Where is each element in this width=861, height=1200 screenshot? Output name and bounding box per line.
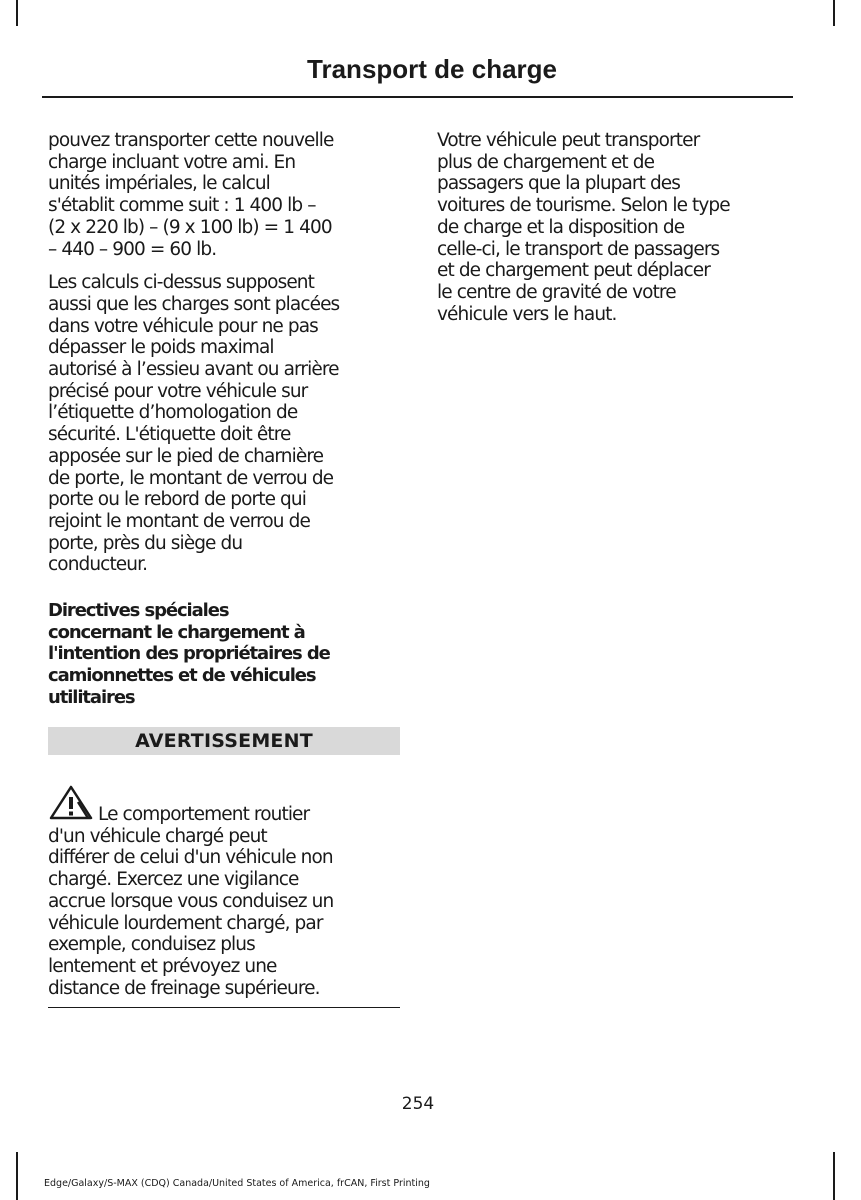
warning-label: AVERTISSEMENT <box>135 729 313 752</box>
section-heading: Directives spéciales concernant le chargement à l'intention des propriétaires de camionnettes et de véhicules utilitaires <box>48 600 330 708</box>
warning-text: Le comportement routier d'un véhicule chargé peut différer de celui d'un véhicule non chargé. Exercez une vigilance accrue lorsque vous conduisez un véhicule lourdement chargé, par exemple, conduisez plus lentement et prévoyez une distance de freinage supérieure. <box>48 803 334 999</box>
left-column <box>48 130 400 1008</box>
page-number: 254 <box>401 1094 435 1114</box>
page-title: Transport de charge <box>307 54 557 84</box>
warning-banner <box>48 727 400 755</box>
left-paragraph-2: Les calculs ci-dessus supposent aussi que les charges sont placées dans votre véhicule pour ne pas dépasser le poids maximal autorisé à l’essieu avant ou arrière précisé pour votre véhicule sur l’étiquette d’homologation de sécurité. L'étiquette doit être apposée sur le pied de charnière de porte, le montant de verrou de porte ou le rebord de porte qui rejoint le montant de verrou de porte, près du siège du conducteur. <box>48 272 340 576</box>
crop-mark-bottom-left <box>16 1152 18 1200</box>
left-paragraph-1: pouvez transporter cette nouvelle charge incluant votre ami. En unités impériales, le calcul s'établit comme suit : 1 400 lb – (2 x 220 lb) – (9 x 100 lb) = 1 400 – 440 – 900 = 60 lb. <box>48 130 334 260</box>
warning-box <box>48 761 400 1009</box>
right-column <box>437 130 789 337</box>
header-divider <box>42 96 793 98</box>
right-paragraph-1: Votre véhicule peut transporter plus de chargement et de passagers que la plupart des voitures de tourisme. Selon le type de charge et la disposition de celle-ci, le transport de passagers et de chargement peut déplacer le centre de gravité de votre véhicule vers le haut. <box>437 130 730 325</box>
warning-triangle-icon <box>48 784 94 822</box>
print-info: Edge/Galaxy/S-MAX (CDQ) Canada/United States of America, frCAN, First Printing <box>44 1178 430 1189</box>
crop-mark-bottom-right <box>833 1152 835 1200</box>
crop-mark-top-right <box>833 0 835 26</box>
crop-mark-top-left <box>16 0 18 26</box>
